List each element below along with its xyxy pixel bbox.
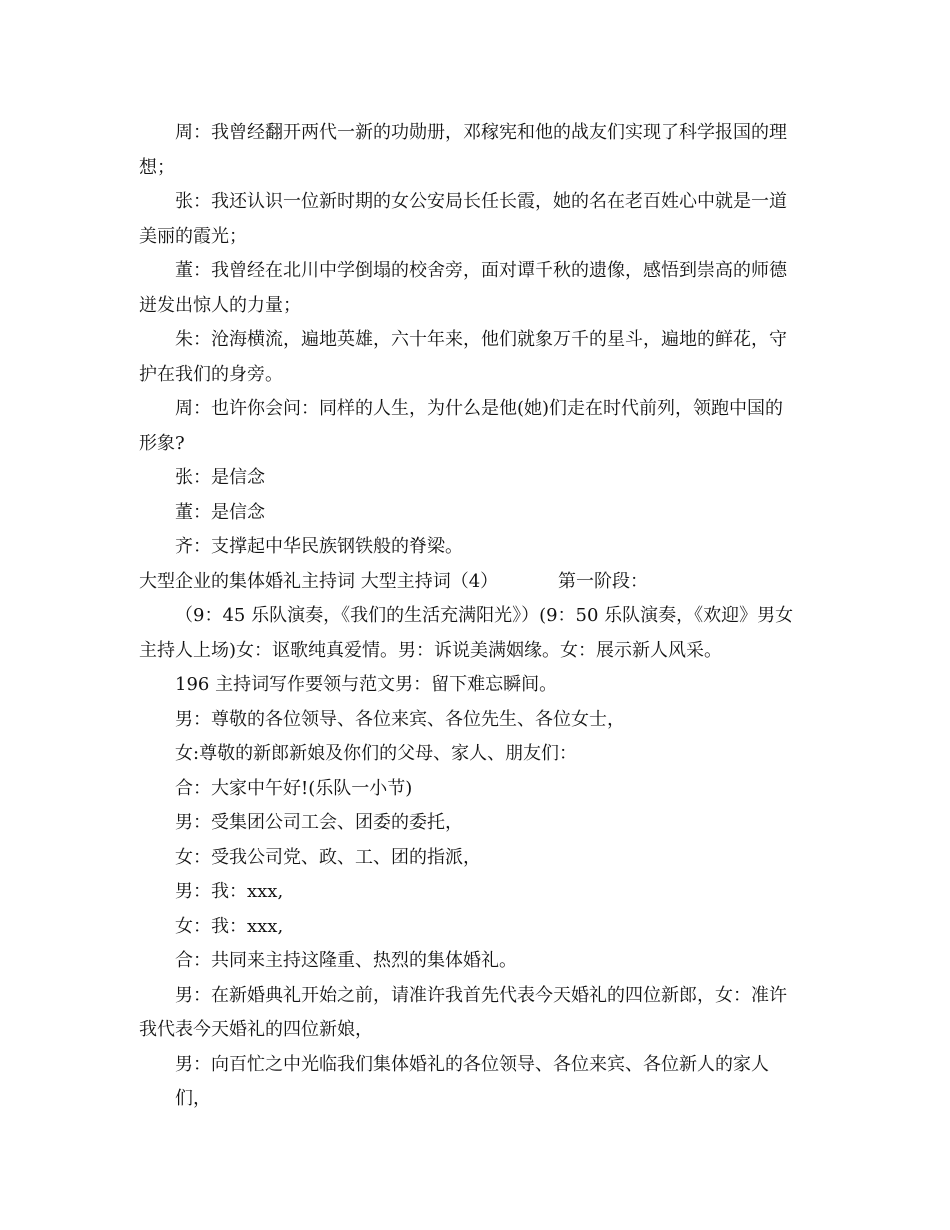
text-line: 想； bbox=[139, 157, 175, 178]
text-line: 们， bbox=[175, 1088, 211, 1109]
text-line: 女:尊敬的新郎新娘及你们的父母、家人、朋友们： bbox=[175, 743, 578, 764]
text-line: 董：是信念 bbox=[175, 502, 265, 523]
text-line: 董：我曾经在北川中学倒塌的校舍旁，面对谭千秋的遗像，感悟到崇高的师德 bbox=[175, 260, 787, 281]
text-line: 齐：支撑起中华民族钢铁般的脊梁。 bbox=[175, 536, 463, 557]
text-line: 主持人上场)女：讴歌纯真爱情。男：诉说美满姻缘。女：展示新人风采。 bbox=[139, 640, 723, 661]
text-line: 196 主持词写作要领与范文男：留下难忘瞬间。 bbox=[175, 674, 558, 695]
text-line: 女：我：xxx, bbox=[175, 916, 284, 937]
text-line: 迸发出惊人的力量； bbox=[139, 295, 301, 316]
text-line: 美丽的霞光； bbox=[139, 226, 247, 247]
text-line: 男：尊敬的各位领导、各位来宾、各位先生、各位女士， bbox=[175, 709, 625, 730]
text-line: 女：受我公司党、政、工、团的指派， bbox=[175, 847, 481, 868]
text-line: 周：也许你会问：同样的人生，为什么是他(她)们走在时代前列，领跑中国的 bbox=[175, 398, 784, 419]
text-line: 男：在新婚典礼开始之前，请准许我首先代表今天婚礼的四位新郎，女：准许 bbox=[175, 985, 787, 1006]
text-line: 形象? bbox=[139, 433, 185, 454]
text-line: 合：共同来主持这隆重、热烈的集体婚礼。 bbox=[175, 950, 517, 971]
text-line: 护在我们的身旁。 bbox=[139, 364, 283, 385]
section-heading: 大型企业的集体婚礼主持词 大型主持词（4） bbox=[139, 571, 499, 592]
text-line: 男：我：xxx, bbox=[175, 881, 284, 902]
text-line: 男：向百忙之中光临我们集体婚礼的各位领导、各位来宾、各位新人的家人 bbox=[175, 1054, 769, 1075]
text-line: 朱：沧海横流，遍地英雄，六十年来，他们就象万千的星斗，遍地的鲜花，守 bbox=[175, 329, 787, 350]
text-line: 男：受集团公司工会、团委的委托， bbox=[175, 812, 463, 833]
text-line: 张：是信念 bbox=[175, 467, 265, 488]
text-line: 我代表今天婚礼的四位新娘， bbox=[139, 1019, 373, 1040]
text-line: （9：45 乐队演奏，《我们的生活充满阳光》）(9：50 乐队演奏，《欢迎》男女 bbox=[175, 605, 794, 626]
text-line: 合：大家中午好!(乐队一小节) bbox=[175, 778, 413, 799]
stage-label: 第一阶段： bbox=[558, 571, 648, 592]
text-line: 周：我曾经翻开两代一新的功勋册，邓稼宪和他的战友们实现了科学报国的理 bbox=[175, 122, 787, 143]
text-line: 张：我还认识一位新时期的女公安局长任长霞，她的名在老百姓心中就是一道 bbox=[175, 191, 787, 212]
